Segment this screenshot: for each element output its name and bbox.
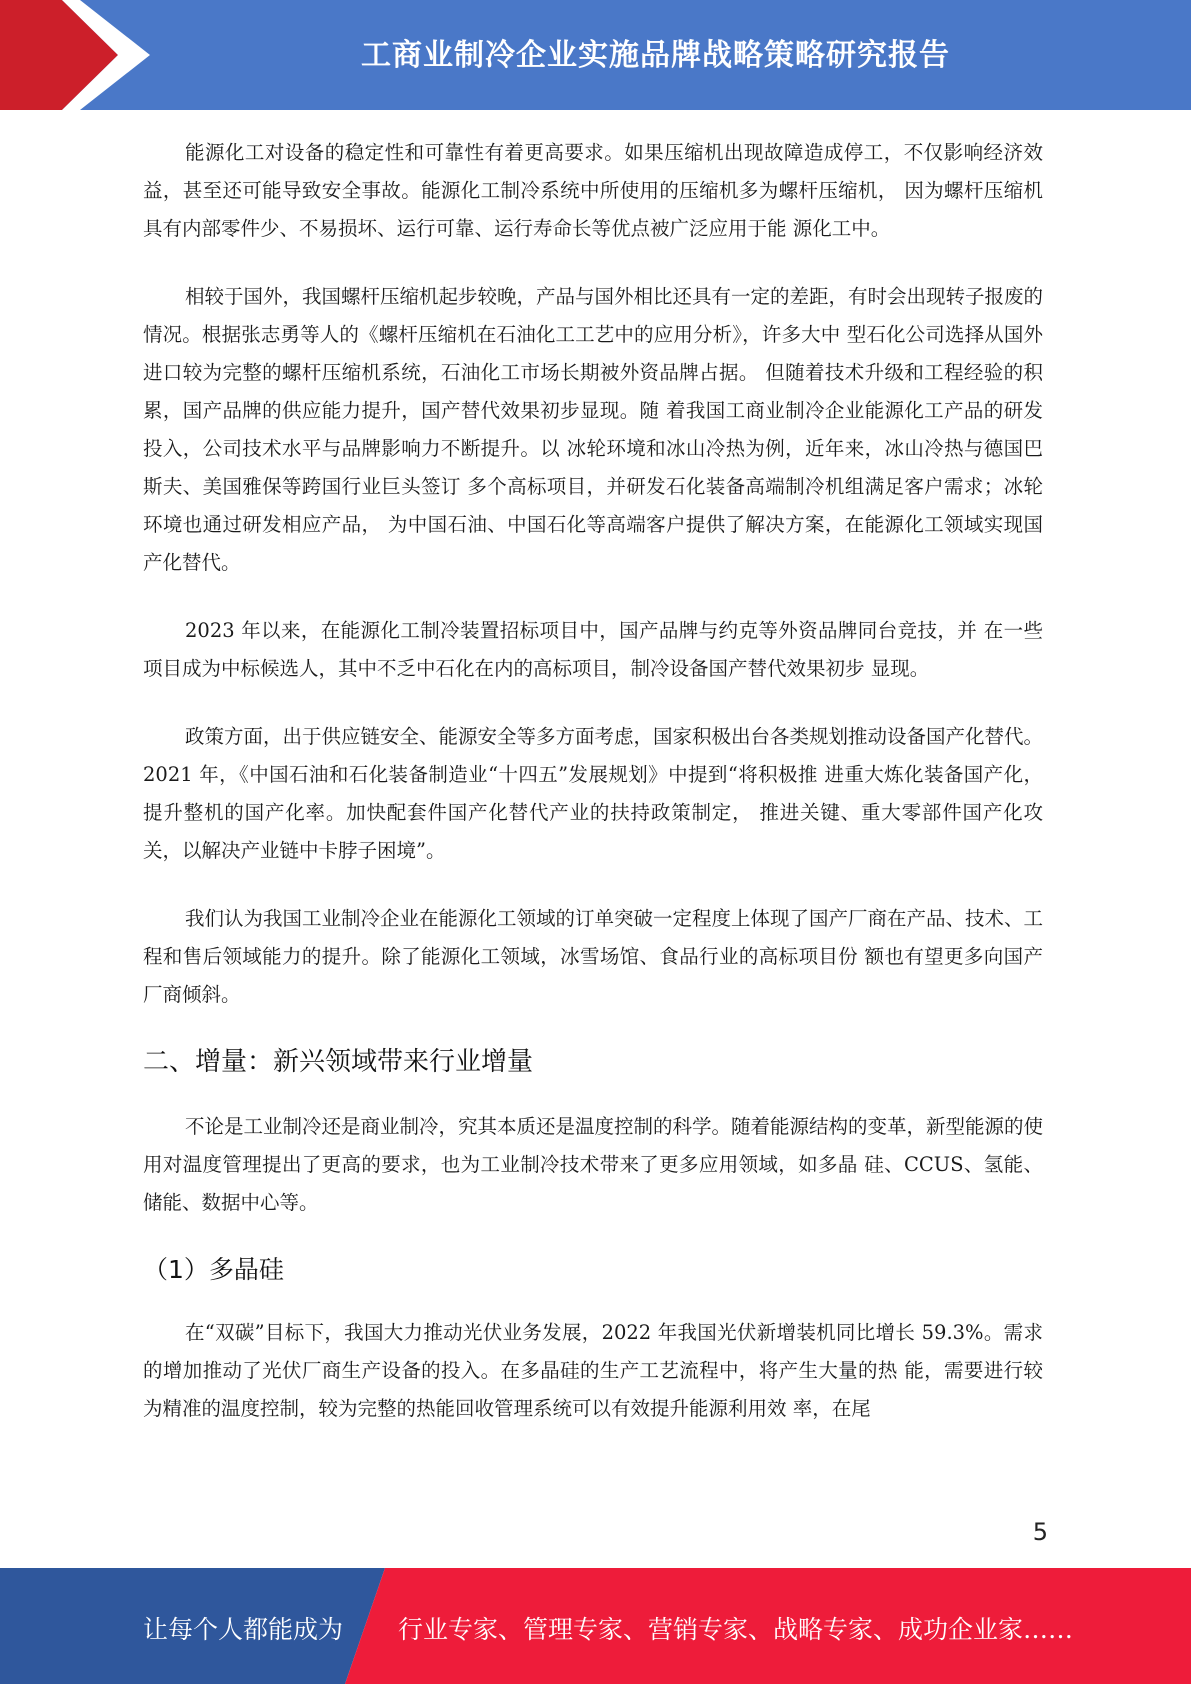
paragraph-policy: 政策方面，出于供应链安全、能源安全等多方面考虑，国家积极出台各类规划推动设备国产化替代。2021 年，《中国石油和石化装备制造业“十四五”发展规划》中提到“将积极推 进重大炼化装备国产化，提升整机的国产化率。加快配套件国产化替代产业的扶持政策制定， 推进关键、重大零部件国产化攻关，以解决产业链中卡脖子困境”。 (143, 725, 1044, 862)
page-body (143, 134, 1043, 1458)
footer-slogan-left: 让每个人都能成为 (143, 1615, 344, 1644)
section-heading: 二、增量：新兴领域带来行业增量 (143, 1047, 534, 1077)
page-header (0, 0, 1191, 110)
page-number: 5 (1032, 1518, 1048, 1546)
paragraph-bidding-2023: 2023 年以来，在能源化工制冷装置招标项目中，国产品牌与约克等外资品牌同台竞技，并 在一些项目成为中标候选人，其中不乏中石化在内的高标项目，制冷设备国产替代效果初步 显现。 (143, 619, 1043, 680)
page-footer (0, 1568, 1191, 1684)
paragraph-screw-compressor: 相较于国外，我国螺杆压缩机起步较晚，产品与国外相比还具有一定的差距，有时会出现转子报废的情况。根据张志勇等人的《螺杆压缩机在石油化工工艺中的应用分析》，许多大中 型石化公司选择从国外进口较为完整的螺杆压缩机系统，石油化工市场长期被外资品牌占据。 但随着技术升级和工程经验的积累，国产品牌的供应能力提升，国产替代效果初步显现。随 着我国工商业制冷企业能源化工产品的研发投入，公司技术水平与品牌影响力不断提升。以 冰轮环境和冰山冷热为例，近年来，冰山冷热与德国巴斯夫、美国雅保等跨国行业巨头签订 多个高标项目，并研发石化装备高端制冷机组满足客户需求；冰轮环境也通过研发相应产品， 为中国石油、中国石化等高端客户提供了解决方案，在能源化工领域实现国产化替代。 (143, 285, 1044, 574)
paragraph-conclusion: 我们认为我国工业制冷企业在能源化工领域的订单突破一定程度上体现了国产厂商在产品、技术、工程和售后领域能力的提升。除了能源化工领域，冰雪场馆、食品行业的高标项目份 额也有望更多向国产厂商倾斜。 (143, 907, 1044, 1006)
paragraph-energy-chemical: 能源化工对设备的稳定性和可靠性有着更高要求。如果压缩机出现故障造成停工，不仅影响经济效益，甚至还可能导致安全事故。能源化工制冷系统中所使用的压缩机多为螺杆压缩机， 因为螺杆压缩机具有内部零件少、不易损坏、运行可靠、运行寿命长等优点被广泛应用于能 源化工中。 (143, 141, 1043, 240)
paragraph-polysilicon: 在“双碳”目标下，我国大力推动光伏业务发展，2022 年我国光伏新增装机同比增长 59.3%。需求的增加推动了光伏厂商生产设备的投入。在多晶硅的生产工艺流程中，将产生大量的热 能，需要进行较为精准的温度控制，较为完整的热能回收管理系统可以有效提升能源利用效 率，在尾 (143, 1321, 1043, 1420)
paragraph-new-fields: 不论是工业制冷还是商业制冷，究其本质还是温度控制的科学。随着能源结构的变革，新型能源的使用对温度管理提出了更高的要求，也为工业制冷技术带来了更多应用领域，如多晶 硅、CCUS、氢能、储能、数据中心等。 (143, 1115, 1044, 1214)
report-title: 工商业制冷企业实施品牌战略策略研究报告 (361, 38, 950, 73)
footer-slogan-right: 行业专家、管理专家、营销专家、战略专家、成功企业家…… (398, 1615, 1074, 1644)
subsection-heading: （1）多晶硅 (143, 1255, 284, 1284)
